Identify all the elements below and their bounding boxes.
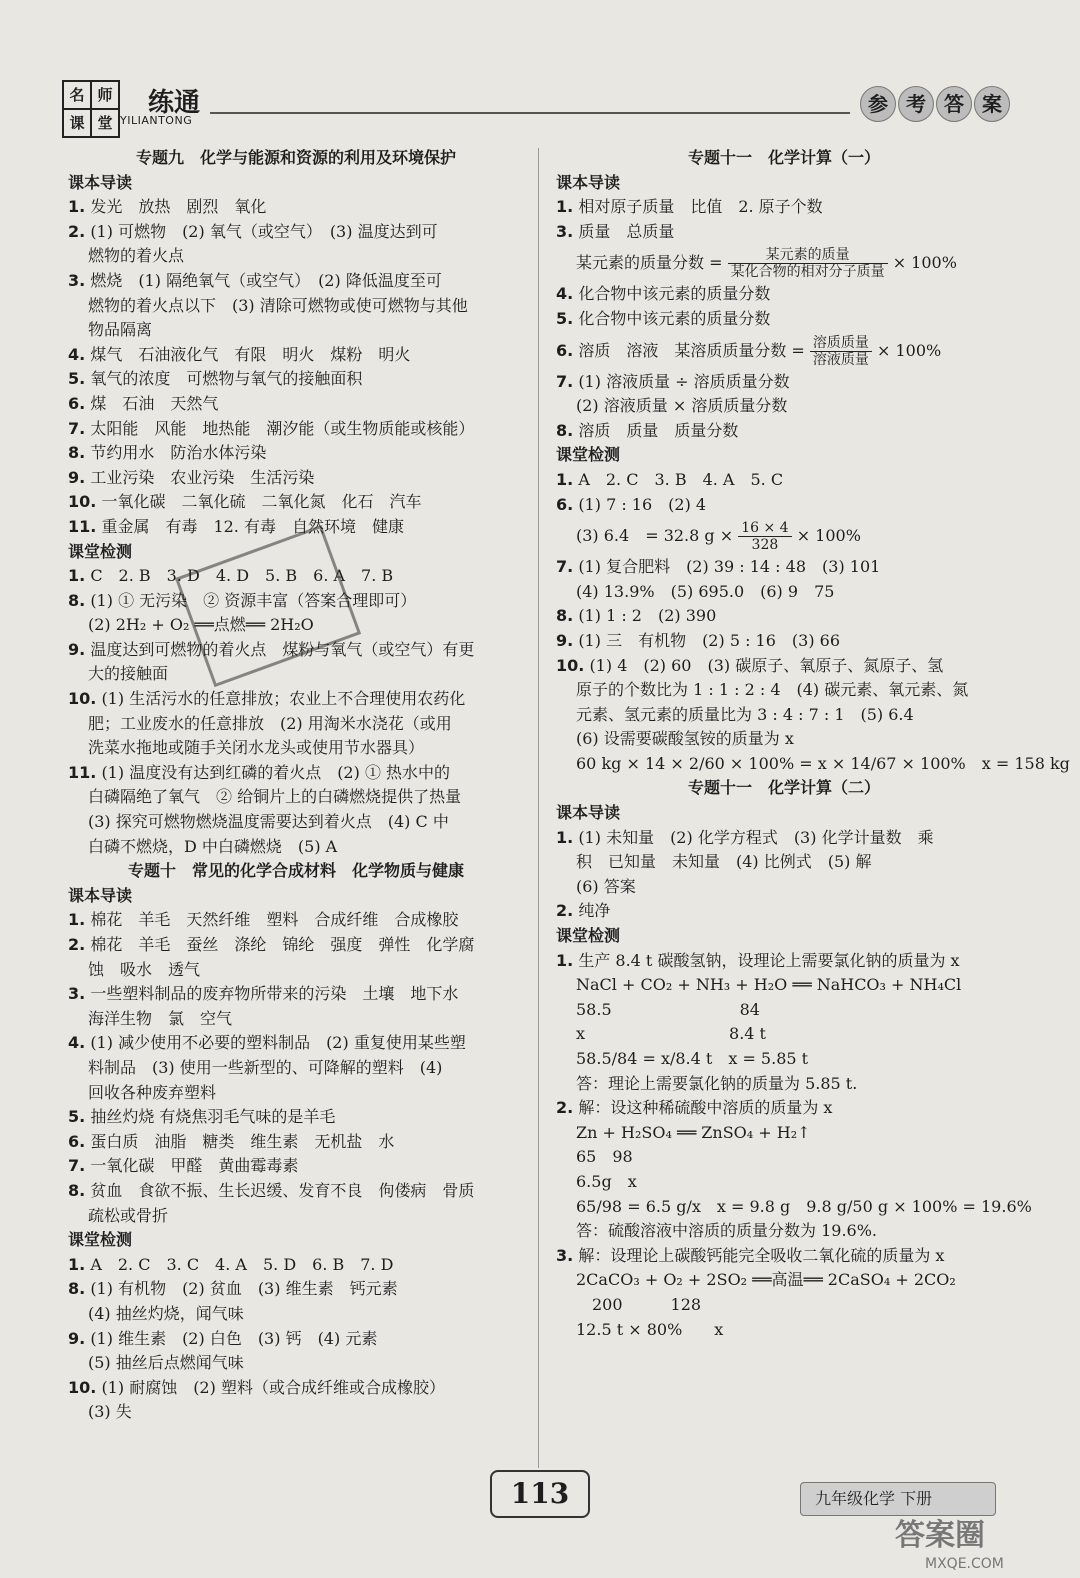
- answer-item: [556, 195, 1012, 220]
- item-text: (1) 未知量 (2) 化学方程式 (3) 化学计量数 乘: [578, 827, 934, 847]
- section-title: 专题十一 化学计算（二）: [687, 778, 880, 798]
- answer-item: [68, 466, 524, 491]
- item-text: (1) 可燃物 (2) 氧气（或空气） (3) 温度达到可: [90, 221, 438, 241]
- page-number: 113: [490, 1470, 590, 1518]
- answer-continuation: 大的接触面: [88, 664, 169, 684]
- answer-item: [68, 1179, 524, 1204]
- item-number: 7.: [68, 1156, 86, 1176]
- item-text: (1) 生活污水的任意排放；农业上不合理使用农药化: [101, 689, 466, 709]
- answer-item: [68, 589, 524, 614]
- item-number: 3.: [556, 221, 574, 241]
- item-text: (1) 维生素 (2) 白色 (3) 钙 (4) 元素: [90, 1328, 378, 1348]
- answer-continuation: 积 已知量 未知量 (4) 比例式 (5) 解: [576, 852, 872, 872]
- answer-continuation: 答：理论上需要氯化钠的质量为 5.85 t.: [576, 1073, 858, 1093]
- item-number: 7.: [556, 557, 574, 577]
- fraction-numerator: 16 × 4: [738, 520, 791, 537]
- answer-item: [556, 899, 1012, 924]
- answer-continuation: 疏松或骨折: [88, 1205, 169, 1225]
- answer-continuation: 洗菜水拖地或随手关闭水龙头或使用节水器具）: [88, 738, 425, 758]
- item-text: (1) 4 (2) 60 (3) 碳原子、氧原子、氮原子、氢: [589, 655, 944, 675]
- section-title: 专题十 常见的化学合成材料 化学物质与健康: [127, 861, 464, 881]
- item-text: 解：设这种稀硫酸中溶质的质量为 x: [578, 1098, 833, 1118]
- logo-char: 名: [62, 80, 92, 110]
- item-text: (1) 溶液质量 ÷ 溶质质量分数: [578, 371, 790, 391]
- item-text: 解：设理论上碳酸钙能完全吸收二氧化硫的质量为 x: [578, 1245, 945, 1265]
- answer-item: [68, 1327, 524, 1352]
- item-number: 2.: [556, 901, 574, 921]
- formula-suffix: × 100%: [877, 340, 942, 360]
- fraction-denominator: 328: [751, 537, 779, 554]
- answer-continuation: (4) 13.9% (5) 695.0 (6) 9 75: [576, 581, 835, 601]
- answer-item: [68, 417, 524, 442]
- item-number: 3.: [68, 270, 86, 290]
- item-number: 7.: [556, 371, 574, 391]
- formula-line: 2CaCO₃ + O₂ + 2SO₂ ══高温══ 2CaSO₄ + 2CO₂: [576, 1270, 956, 1290]
- answer-item: [556, 282, 1012, 307]
- brand-subtitle: YILIANTONG: [120, 114, 193, 127]
- answer-item: [68, 761, 524, 786]
- item-text: (1) 耐腐蚀 (2) 塑料（或合成纤维或合成橡胶）: [101, 1377, 445, 1397]
- badge-char: 参: [860, 86, 896, 122]
- subsection-heading: 课堂检测: [68, 1230, 133, 1250]
- answer-item: [556, 1096, 1012, 1121]
- answer-item: [556, 826, 1012, 851]
- item-text: 煤气 石油液化气 有限 明火 煤粉 明火: [90, 344, 411, 364]
- answer-item: [68, 441, 524, 466]
- equation-line: NaCl + CO₂ + NH₃ + H₂O ══ NaHCO₃ + NH₄Cl: [576, 975, 962, 995]
- answer-continuation: (4) 抽丝灼烧，闻气味: [88, 1303, 244, 1323]
- section-title: 专题九 化学与能源和资源的利用及环境保护: [135, 148, 456, 167]
- answer-item: [68, 490, 524, 515]
- fraction: [728, 247, 888, 280]
- item-number: 1.: [68, 566, 86, 586]
- answer-continuation: 回收各种废弃塑料: [88, 1082, 217, 1102]
- fraction-denominator: 某化合物的相对分子质量: [730, 264, 885, 281]
- item-number: 1.: [68, 197, 86, 217]
- answer-item: [68, 638, 524, 663]
- answer-continuation: 肥；工业废水的任意排放 (2) 用淘米水浇花（或用: [88, 713, 452, 733]
- subsection-heading: 课堂检测: [68, 541, 133, 561]
- item-text: (1) 有机物 (2) 贫血 (3) 维生素 钙元素: [90, 1279, 398, 1299]
- answer-item: [68, 1277, 524, 1302]
- subsection-heading: 课堂检测: [556, 445, 621, 465]
- answer-item: [68, 367, 524, 392]
- answer-continuation: 元素、氢元素的质量比为 3 : 4 : 7 : 1 (5) 6.4: [576, 704, 914, 724]
- item-text: 纯净: [578, 901, 611, 921]
- equation-line: x 8.4 t: [576, 1024, 766, 1044]
- equation-line: 6.5g x: [576, 1171, 637, 1191]
- item-number: 7.: [68, 418, 86, 438]
- item-number: 3.: [556, 1245, 574, 1265]
- item-text: 煤 石油 天然气: [90, 393, 219, 413]
- item-number: 10.: [68, 492, 97, 512]
- item-text: 质量 总质量: [578, 221, 675, 241]
- answer-item: [556, 604, 1012, 629]
- item-number: 8.: [68, 590, 86, 610]
- formula-suffix: × 100%: [796, 526, 861, 546]
- answer-item: [556, 307, 1012, 332]
- item-text: A 2. C 3. C 4. A 5. D 6. B 7. D: [90, 1254, 394, 1274]
- item-text: (1) 7 : 16 (2) 4: [578, 494, 707, 514]
- answer-item: [556, 949, 1012, 974]
- badge-char: 答: [936, 86, 972, 122]
- brand-name: 练通: [148, 88, 201, 118]
- item-number: 8.: [68, 443, 86, 463]
- item-number: 2.: [68, 935, 86, 954]
- item-number: 8.: [68, 1279, 86, 1299]
- answer-item: [68, 1130, 524, 1155]
- fraction: [810, 335, 872, 368]
- grade-tag: 九年级化学 下册: [800, 1482, 996, 1516]
- page-header: [0, 0, 1080, 140]
- item-text: 生产 8.4 t 碳酸氢钠，设理论上需要氯化钠的质量为 x: [578, 950, 960, 970]
- page-footer: [0, 1470, 1080, 1578]
- answer-item: [68, 269, 524, 294]
- fraction-line: [556, 244, 1012, 282]
- item-text: C 2. B 3. D 4. D 5. B 6. A 7. B: [90, 566, 394, 586]
- answer-item: [68, 982, 524, 1007]
- answer-item: [68, 908, 524, 933]
- item-number: 1.: [556, 197, 574, 217]
- equation-line: 58.5 84: [576, 999, 760, 1019]
- item-number: 6.: [68, 1131, 86, 1151]
- item-text: 重金属 有毒 12. 有毒 自然环境 健康: [101, 516, 404, 536]
- item-text: 棉花 羊毛 蚕丝 涤纶 锦纶 强度 弹性 化学腐: [90, 935, 475, 954]
- formula-prefix: (3) 6.4 = 32.8 g ×: [576, 526, 734, 546]
- answer-item: [556, 419, 1012, 444]
- badge-char: 考: [898, 86, 934, 122]
- item-number: 10.: [68, 1377, 97, 1397]
- item-number: 4.: [556, 284, 574, 304]
- equation-line: 200 128: [576, 1294, 702, 1314]
- formula-prefix: 某元素的质量分数 =: [576, 253, 723, 273]
- badge-char: 案: [974, 86, 1010, 122]
- answer-continuation: (2) 溶液质量 × 溶质质量分数: [576, 396, 788, 416]
- item-text: 棉花 羊毛 天然纤维 塑料 合成纤维 合成橡胶: [90, 910, 459, 930]
- answer-item: [556, 555, 1012, 580]
- item-number: 6.: [556, 494, 574, 514]
- fraction-line: [556, 332, 1012, 370]
- answer-item: [68, 220, 524, 245]
- answer-item: [68, 343, 524, 368]
- answer-continuation: 物品隔离: [88, 320, 153, 340]
- subsection-heading: 课本导读: [556, 172, 621, 192]
- answer-item: [68, 933, 524, 958]
- item-number: 11.: [68, 516, 97, 536]
- logo-char: 师: [90, 80, 120, 110]
- answer-continuation: (3) 失: [88, 1402, 132, 1422]
- answer-item: [68, 1154, 524, 1179]
- formula-suffix: × 100%: [892, 253, 957, 273]
- answer-continuation: 白磷不燃烧，D 中白磷燃烧 (5) A: [88, 836, 338, 856]
- item-text: (1) 减少使用不必要的塑料制品 (2) 重复使用某些塑: [90, 1033, 466, 1053]
- item-text: 蛋白质 油脂 糖类 维生素 无机盐 水: [90, 1131, 395, 1151]
- item-text: 工业污染 农业污染 生活污染: [90, 467, 315, 487]
- answer-item: [68, 195, 524, 220]
- logo-char: 堂: [90, 108, 120, 138]
- item-number: 2.: [68, 221, 86, 241]
- item-text: 贫血 食欲不振、生长迟缓、发育不良 佝偻病 骨质: [90, 1180, 475, 1200]
- answer-continuation: 答：硫酸溶液中溶质的质量分数为 19.6%.: [576, 1221, 878, 1241]
- answer-continuation: 料制品 (3) 使用一些新型的、可降解的塑料 (4): [88, 1057, 443, 1077]
- item-number: 1.: [556, 469, 574, 489]
- logo-char: 课: [62, 108, 92, 138]
- item-text: 一氧化碳 甲醛 黄曲霉毒素: [90, 1156, 299, 1176]
- answer-badge: [860, 86, 1012, 126]
- item-number: 11.: [68, 762, 97, 782]
- item-number: 1.: [556, 950, 574, 970]
- answer-item: [68, 1253, 524, 1278]
- answer-item: [68, 1105, 524, 1130]
- header-rule: [210, 112, 850, 114]
- fraction-denominator: 溶液质量: [812, 351, 869, 368]
- fraction-numerator: 某元素的质量: [728, 247, 888, 264]
- item-number: 1.: [556, 827, 574, 847]
- answer-item: [556, 1244, 1012, 1269]
- subsection-heading: 课堂检测: [556, 926, 621, 946]
- item-number: 10.: [68, 689, 97, 709]
- equation-line: 12.5 t × 80% x: [576, 1319, 724, 1339]
- answer-item: [556, 493, 1012, 518]
- equation-line: 65 98: [576, 1147, 633, 1167]
- item-text: 节约用水 防治水体污染: [90, 443, 267, 463]
- answer-continuation: 蚀 吸水 透气: [88, 959, 201, 979]
- answer-item: [556, 370, 1012, 395]
- item-text: 发光 放热 剧烈 氧化: [90, 197, 267, 217]
- item-text: 溶质 质量 质量分数: [578, 420, 739, 440]
- answer-continuation: (6) 设需要碳酸氢铵的质量为 x: [576, 729, 794, 749]
- answer-item: [68, 392, 524, 417]
- item-number: 5.: [556, 308, 574, 328]
- subsection-heading: 课本导读: [556, 803, 621, 823]
- item-text: A 2. C 3. B 4. A 5. C: [578, 469, 784, 489]
- left-column: [68, 146, 524, 1425]
- item-text: 抽丝灼烧 有烧焦羽毛气味的是羊毛: [90, 1107, 336, 1127]
- right-column: [556, 146, 1070, 1342]
- item-number: 3.: [68, 984, 86, 1004]
- answer-item: [556, 468, 1012, 493]
- item-number: 10.: [556, 655, 585, 675]
- item-text: 燃烧 (1) 隔绝氧气（或空气） (2) 降低温度至可: [90, 270, 442, 290]
- fraction-line: [556, 517, 1012, 555]
- item-number: 1.: [68, 910, 86, 930]
- item-number: 9.: [68, 1328, 86, 1348]
- subsection-heading: 课本导读: [68, 885, 133, 905]
- item-text: 相对原子质量 比值 2. 原子个数: [578, 197, 823, 217]
- item-number: 8.: [556, 606, 574, 626]
- item-number: 5.: [68, 1107, 86, 1127]
- item-number: 5.: [68, 369, 86, 389]
- formula-line: 60 kg × 14 × 2/60 × 100% = x × 14/67 × 100% x = 158 kg: [576, 753, 1070, 773]
- subsection-heading: 课本导读: [68, 172, 133, 192]
- item-text: 氧气的浓度 可燃物与氧气的接触面积: [90, 369, 363, 389]
- answer-continuation: (3) 探究可燃物燃烧温度需要达到着火点 (4) C 中: [88, 812, 449, 832]
- item-text: 温度达到可燃物的着火点 煤粉与氧气（或空气）有更: [90, 639, 475, 659]
- item-number: 9.: [68, 639, 86, 659]
- answer-continuation: 燃物的着火点: [88, 246, 185, 266]
- formula-prefix: 溶质 溶液 某溶质质量分数 =: [578, 340, 805, 360]
- item-text: 一氧化碳 二氧化硫 二氧化氮 化石 汽车: [101, 492, 422, 512]
- answer-continuation: (2) 2H₂ + O₂ ══点燃══ 2H₂O: [88, 615, 314, 635]
- item-text: (1) 1 : 2 (2) 390: [578, 606, 717, 626]
- answer-continuation: 原子的个数比为 1 : 1 : 2 : 4 (4) 碳元素、氧元素、氮: [576, 680, 969, 700]
- answer-item: [556, 629, 1012, 654]
- answer-continuation: (6) 答案: [576, 876, 636, 896]
- answer-item: [68, 1376, 524, 1401]
- item-text: 太阳能 风能 地热能 潮汐能（或生物质能或核能）: [90, 418, 475, 438]
- section-title: 专题十一 化学计算（一）: [687, 148, 880, 167]
- item-number: 4.: [68, 1033, 86, 1053]
- answer-continuation: 海洋生物 氯 空气: [88, 1008, 233, 1028]
- item-number: 1.: [68, 1254, 86, 1274]
- answer-item: [68, 515, 524, 540]
- item-text: 化合物中该元素的质量分数: [578, 308, 771, 328]
- equation-line: Zn + H₂SO₄ ══ ZnSO₄ + H₂↑: [576, 1122, 811, 1142]
- answer-item: [68, 687, 524, 712]
- fraction-numerator: 溶质质量: [810, 335, 872, 352]
- watermark-url: MXQE.COM: [925, 1556, 1004, 1572]
- formula-line: 58.5/84 = x/8.4 t x = 5.85 t: [576, 1049, 809, 1068]
- answer-continuation: (5) 抽丝后点燃闻气味: [88, 1353, 244, 1373]
- item-number: 8.: [556, 420, 574, 440]
- answer-continuation: 白磷隔绝了氧气 ② 给铜片上的白磷燃烧提供了热量: [88, 787, 462, 807]
- answer-item: [68, 564, 524, 589]
- item-text: 化合物中该元素的质量分数: [578, 284, 771, 304]
- item-text: (1) 温度没有达到红磷的着火点 (2) ① 热水中的: [101, 762, 451, 782]
- item-text: 一些塑料制品的废弃物所带来的污染 土壤 地下水: [90, 984, 459, 1004]
- item-number: 4.: [68, 344, 86, 364]
- item-number: 2.: [556, 1098, 574, 1118]
- item-number: 9.: [68, 467, 86, 487]
- answer-item: [68, 1031, 524, 1056]
- item-number: 8.: [68, 1180, 86, 1200]
- watermark-logo: 答案圈: [895, 1518, 985, 1553]
- column-divider: [538, 148, 539, 1468]
- formula-line: 65/98 = 6.5 g/x x = 9.8 g 9.8 g/50 g × 100% = 19.6%: [576, 1196, 1032, 1216]
- item-text: (1) ① 无污染 ② 资源丰富（答案合理即可）: [90, 590, 417, 610]
- answer-item: [556, 220, 1012, 245]
- item-number: 6.: [68, 393, 86, 413]
- item-text: (1) 复合肥料 (2) 39 : 14 : 48 (3) 101: [578, 557, 881, 577]
- item-text: (1) 三 有机物 (2) 5 : 16 (3) 66: [578, 630, 841, 650]
- answer-continuation: 燃物的着火点以下 (3) 清除可燃物或使可燃物与其他: [88, 295, 468, 315]
- answer-item: [556, 654, 1012, 679]
- item-number: 9.: [556, 630, 574, 650]
- item-number: 6.: [556, 340, 574, 360]
- fraction: [738, 520, 791, 553]
